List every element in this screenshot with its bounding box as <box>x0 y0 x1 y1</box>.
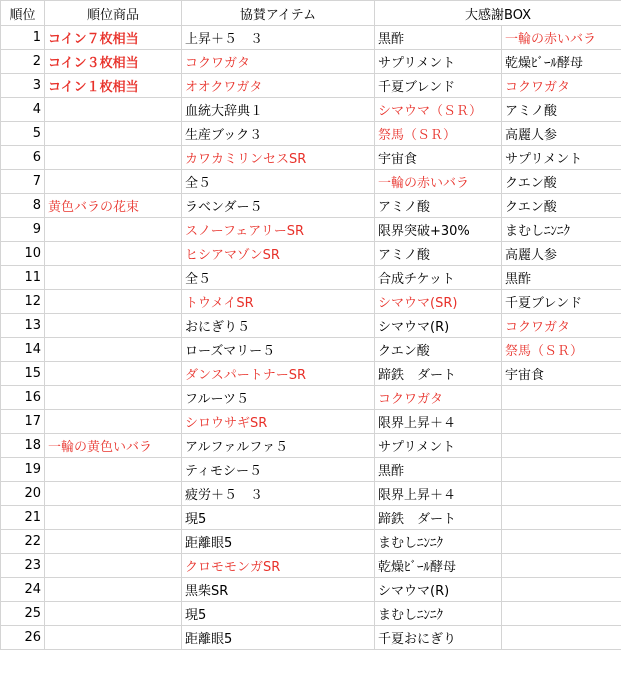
prize-cell <box>45 122 182 146</box>
box-item-cell <box>502 482 621 506</box>
box-item-cell <box>502 410 621 434</box>
prize-cell <box>45 626 182 650</box>
prize-cell <box>45 218 182 242</box>
table-row <box>1 434 621 458</box>
item-cell: シロウサギSR <box>182 410 375 434</box>
table-row <box>1 554 621 578</box>
box-item-cell <box>502 554 621 578</box>
box-item-cell: クエン酸 <box>502 194 621 218</box>
table-row <box>1 338 621 362</box>
box-item-cell: 乾燥ﾋﾞｰﾙ酵母 <box>375 554 502 578</box>
item-cell: 現5 <box>182 602 375 626</box>
rank-cell: 6 <box>1 146 45 170</box>
header-box: 大感謝BOX <box>375 1 621 26</box>
rank-cell: 18 <box>1 434 45 458</box>
item-cell: 血統大辞典１ <box>182 98 375 122</box>
prize-cell <box>45 338 182 362</box>
box-item-cell <box>502 626 621 650</box>
box-item-cell: 祭馬（ＳＲ） <box>375 122 502 146</box>
prize-cell <box>45 578 182 602</box>
header-rank: 順位 <box>1 1 45 26</box>
prize-cell <box>45 506 182 530</box>
box-item-cell <box>502 530 621 554</box>
prize-cell <box>45 530 182 554</box>
rank-cell: 10 <box>1 242 45 266</box>
item-cell: クロモモンガSR <box>182 554 375 578</box>
rank-cell: 1 <box>1 26 45 50</box>
item-cell: 距離眼5 <box>182 530 375 554</box>
box-item-cell: 高麗人参 <box>502 242 621 266</box>
table-row <box>1 626 621 650</box>
item-cell: 距離眼5 <box>182 626 375 650</box>
rank-cell: 11 <box>1 266 45 290</box>
rank-cell: 21 <box>1 506 45 530</box>
table-row <box>1 314 621 338</box>
header-prize: 順位商品 <box>45 1 182 26</box>
rank-cell: 7 <box>1 170 45 194</box>
prize-cell: 一輪の黄色いバラ <box>45 434 182 458</box>
prize-cell: コイン７枚相当 <box>45 26 182 50</box>
table-row <box>1 482 621 506</box>
box-item-cell: 宇宙食 <box>502 362 621 386</box>
rank-cell: 13 <box>1 314 45 338</box>
box-item-cell: 黒酢 <box>375 458 502 482</box>
box-item-cell: シマウマ(SR) <box>375 290 502 314</box>
box-item-cell: 黒酢 <box>375 26 502 50</box>
header-item: 協賛アイテム <box>182 1 375 26</box>
prize-cell: 黄色バラの花束 <box>45 194 182 218</box>
box-item-cell <box>502 386 621 410</box>
header-row <box>1 1 621 26</box>
item-cell: ラベンダー５ <box>182 194 375 218</box>
box-item-cell: 宇宙食 <box>375 146 502 170</box>
item-cell: 全５ <box>182 266 375 290</box>
item-cell: カワカミリンセスSR <box>182 146 375 170</box>
box-item-cell <box>502 602 621 626</box>
box-item-cell: シマウマ(R) <box>375 314 502 338</box>
item-cell: ローズマリー５ <box>182 338 375 362</box>
box-item-cell: 一輪の赤いバラ <box>375 170 502 194</box>
box-item-cell: シマウマ（ＳＲ） <box>375 98 502 122</box>
item-cell: ティモシー５ <box>182 458 375 482</box>
prize-cell <box>45 266 182 290</box>
box-item-cell: アミノ酸 <box>375 242 502 266</box>
rank-cell: 3 <box>1 74 45 98</box>
item-cell: 上昇＋５ ３ <box>182 26 375 50</box>
box-item-cell <box>502 458 621 482</box>
item-cell: 現5 <box>182 506 375 530</box>
rank-cell: 9 <box>1 218 45 242</box>
box-item-cell: アミノ酸 <box>375 194 502 218</box>
table-row <box>1 410 621 434</box>
table-row <box>1 290 621 314</box>
box-item-cell: まむしﾆﾝﾆｸ <box>502 218 621 242</box>
item-cell: トウメイSR <box>182 290 375 314</box>
box-item-cell: まむしﾆﾝﾆｸ <box>375 530 502 554</box>
item-cell: 黒柴SR <box>182 578 375 602</box>
rank-cell: 22 <box>1 530 45 554</box>
item-cell: ダンスパートナーSR <box>182 362 375 386</box>
rank-cell: 8 <box>1 194 45 218</box>
table-row <box>1 122 621 146</box>
prize-cell <box>45 170 182 194</box>
prize-cell <box>45 602 182 626</box>
table-row <box>1 146 621 170</box>
rank-cell: 24 <box>1 578 45 602</box>
rank-cell: 2 <box>1 50 45 74</box>
box-item-cell: 乾燥ﾋﾞｰﾙ酵母 <box>502 50 621 74</box>
prize-cell <box>45 290 182 314</box>
rank-cell: 19 <box>1 458 45 482</box>
rank-cell: 25 <box>1 602 45 626</box>
box-item-cell <box>502 434 621 458</box>
table-row <box>1 242 621 266</box>
rank-cell: 5 <box>1 122 45 146</box>
rank-cell: 20 <box>1 482 45 506</box>
table-row <box>1 170 621 194</box>
box-item-cell: アミノ酸 <box>502 98 621 122</box>
box-item-cell: 黒酢 <box>502 266 621 290</box>
box-item-cell: 限界突破+30% <box>375 218 502 242</box>
prize-cell <box>45 314 182 338</box>
item-cell: スノーフェアリーSR <box>182 218 375 242</box>
rank-cell: 12 <box>1 290 45 314</box>
box-item-cell: 高麗人参 <box>502 122 621 146</box>
rank-cell: 15 <box>1 362 45 386</box>
box-item-cell: 一輪の赤いバラ <box>502 26 621 50</box>
table-row <box>1 218 621 242</box>
rank-cell: 4 <box>1 98 45 122</box>
box-item-cell: 合成チケット <box>375 266 502 290</box>
item-cell: フルーツ５ <box>182 386 375 410</box>
table-row <box>1 50 621 74</box>
box-item-cell <box>502 578 621 602</box>
table-row <box>1 386 621 410</box>
item-cell: ヒシアマゾンSR <box>182 242 375 266</box>
prize-cell <box>45 98 182 122</box>
box-item-cell: まむしﾆﾝﾆｸ <box>375 602 502 626</box>
box-item-cell: 蹄鉄 ダート <box>375 362 502 386</box>
box-item-cell: 祭馬（ＳＲ） <box>502 338 621 362</box>
table-row <box>1 194 621 218</box>
prize-cell <box>45 146 182 170</box>
prize-cell <box>45 362 182 386</box>
box-item-cell: 蹄鉄 ダート <box>375 506 502 530</box>
box-item-cell: 千夏ブレンド <box>502 290 621 314</box>
item-cell: アルファルファ５ <box>182 434 375 458</box>
table-row <box>1 98 621 122</box>
box-item-cell: クエン酸 <box>375 338 502 362</box>
rank-cell: 23 <box>1 554 45 578</box>
prize-cell: コイン３枚相当 <box>45 50 182 74</box>
box-item-cell: サプリメント <box>375 50 502 74</box>
prize-cell <box>45 458 182 482</box>
box-item-cell: コクワガタ <box>502 74 621 98</box>
rank-cell: 14 <box>1 338 45 362</box>
box-item-cell: サプリメント <box>375 434 502 458</box>
box-item-cell: 千夏ブレンド <box>375 74 502 98</box>
table-row <box>1 74 621 98</box>
box-item-cell: 限界上昇＋４ <box>375 410 502 434</box>
table-row <box>1 458 621 482</box>
rank-cell: 17 <box>1 410 45 434</box>
prize-cell <box>45 482 182 506</box>
box-item-cell: 限界上昇＋４ <box>375 482 502 506</box>
table-row <box>1 602 621 626</box>
box-item-cell: コクワガタ <box>375 386 502 410</box>
item-cell: 生産ブック３ <box>182 122 375 146</box>
prize-cell <box>45 410 182 434</box>
prize-cell <box>45 554 182 578</box>
item-cell: オオクワガタ <box>182 74 375 98</box>
prize-cell <box>45 386 182 410</box>
box-item-cell: シマウマ(R) <box>375 578 502 602</box>
box-item-cell: コクワガタ <box>502 314 621 338</box>
table-body <box>1 26 621 650</box>
box-item-cell: サプリメント <box>502 146 621 170</box>
box-item-cell: クエン酸 <box>502 170 621 194</box>
table-row <box>1 266 621 290</box>
item-cell: コクワガタ <box>182 50 375 74</box>
prize-cell: コイン１枚相当 <box>45 74 182 98</box>
table-row <box>1 506 621 530</box>
table-row <box>1 362 621 386</box>
rank-cell: 16 <box>1 386 45 410</box>
item-cell: 全５ <box>182 170 375 194</box>
box-item-cell: 千夏おにぎり <box>375 626 502 650</box>
table-row <box>1 578 621 602</box>
box-item-cell <box>502 506 621 530</box>
table-row <box>1 26 621 50</box>
item-cell: 疲労＋５ ３ <box>182 482 375 506</box>
item-cell: おにぎり５ <box>182 314 375 338</box>
table-row <box>1 530 621 554</box>
rank-cell: 26 <box>1 626 45 650</box>
prize-cell <box>45 242 182 266</box>
